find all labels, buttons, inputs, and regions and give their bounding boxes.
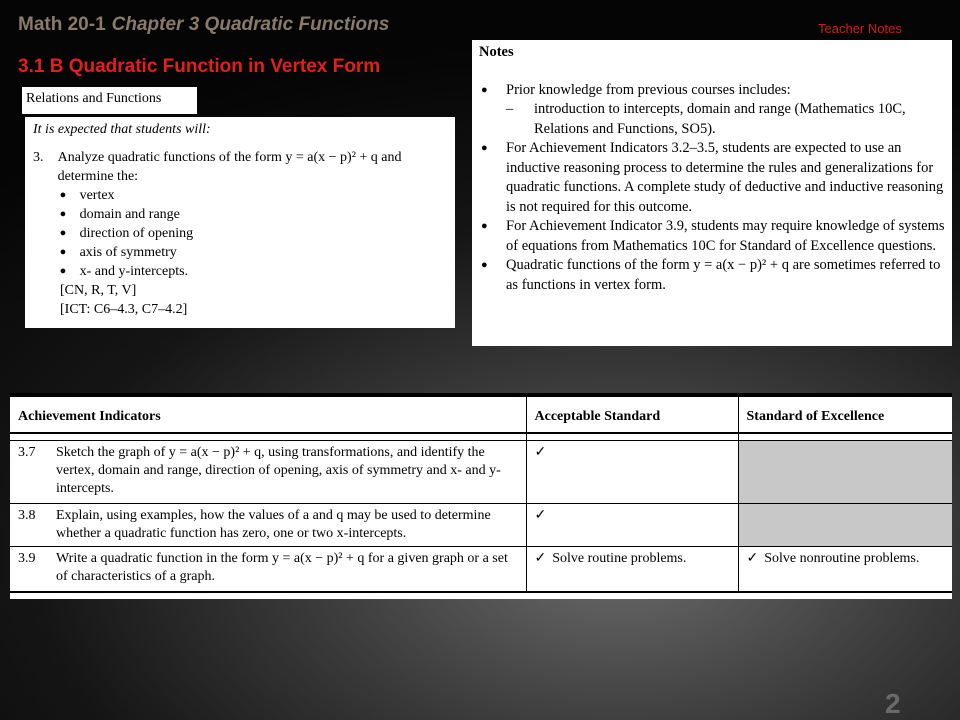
note-item: ● For Achievement Indicator 3.9, students may require knowledge of systems of equations from Mathematics 10C for Standard of Excellence questions. [481, 218, 945, 254]
bullet-item: ● direction of opening [59, 226, 194, 241]
outcome-text: Analyze quadratic functions of the form y = a(x − p)² + q and determine the: [57, 150, 402, 184]
notes-box [472, 40, 952, 346]
bullet-item: ● x- and y-intercepts. [59, 264, 189, 279]
table-row: 3.7 Sketch the graph of y = a(x − p)² + q, using transformations, and identify the vertex, domain and range, direction of opening, axis of symmetry and x- and y-intercepts. ✓ [10, 440, 952, 503]
outcome-item [33, 148, 447, 281]
outcome-codes-2: [ICT: C6–4.3, C7–4.2] [60, 302, 188, 317]
outcome-bullets [58, 186, 447, 281]
teacher-notes-label: Teacher Notes [818, 21, 902, 36]
bullet-item: ● vertex [59, 188, 115, 203]
check-icon: ✓ [534, 444, 547, 460]
course-name: Math 20-1 [18, 14, 106, 35]
table-row: 3.9 Write a quadratic function in the form y = a(x − p)² + q for a given graph or a set of characteristics of a graph. ✓ Solve routine problems. ✓ Solve nonroutine problems. [10, 546, 952, 592]
check-icon: ✓ [534, 507, 547, 523]
check-icon: ✓ [746, 550, 759, 566]
outcome-codes-1: [CN, R, T, V] [60, 283, 137, 298]
col-header-indicators: Achievement Indicators [10, 397, 526, 433]
note-item: ● For Achievement Indicators 3.2–3.5, students are expected to use an inductive reasoning process to determine the rules and generalizations for quadratic functions. A complete study of deductive and inductive reasoning is not required for this outcome. [481, 140, 944, 215]
outcome-intro: It is expected that students will: [33, 122, 211, 137]
relations-functions-tab: Relations and Functions [22, 87, 197, 114]
note-subitem: – introduction to intercepts, domain and range (Mathematics 10C, Relations and Functions, SO5). [506, 101, 906, 137]
col-header-excellence: Standard of Excellence [746, 408, 885, 424]
notes-heading: Notes [479, 44, 514, 60]
note-item: ● Prior knowledge from previous courses includes: [481, 81, 791, 98]
outcome-box [25, 117, 455, 328]
bullet-item: ● axis of symmetry [59, 245, 177, 260]
achievement-indicators-table [10, 393, 952, 599]
outcome-number: 3. [33, 150, 44, 165]
slide-subtitle: 3.1 B Quadratic Function in Vertex Form [18, 56, 381, 77]
note-item: ● Quadratic functions of the form y = a(x − p)² + q are sometimes referred to as functions in vertex form. [481, 257, 941, 293]
page-number: 2 [885, 688, 901, 719]
chapter-name: Chapter 3 Quadratic Functions [111, 14, 390, 35]
bullet-item: ● domain and range [59, 207, 180, 222]
slide-header-title [18, 14, 389, 36]
table-row: 3.8 Explain, using examples, how the values of a and q may be used to determine whether a quadratic function has zero, one or two x-intercepts. ✓ [10, 503, 952, 546]
col-header-acceptable: Acceptable Standard [526, 397, 738, 433]
check-icon: ✓ [534, 550, 547, 566]
